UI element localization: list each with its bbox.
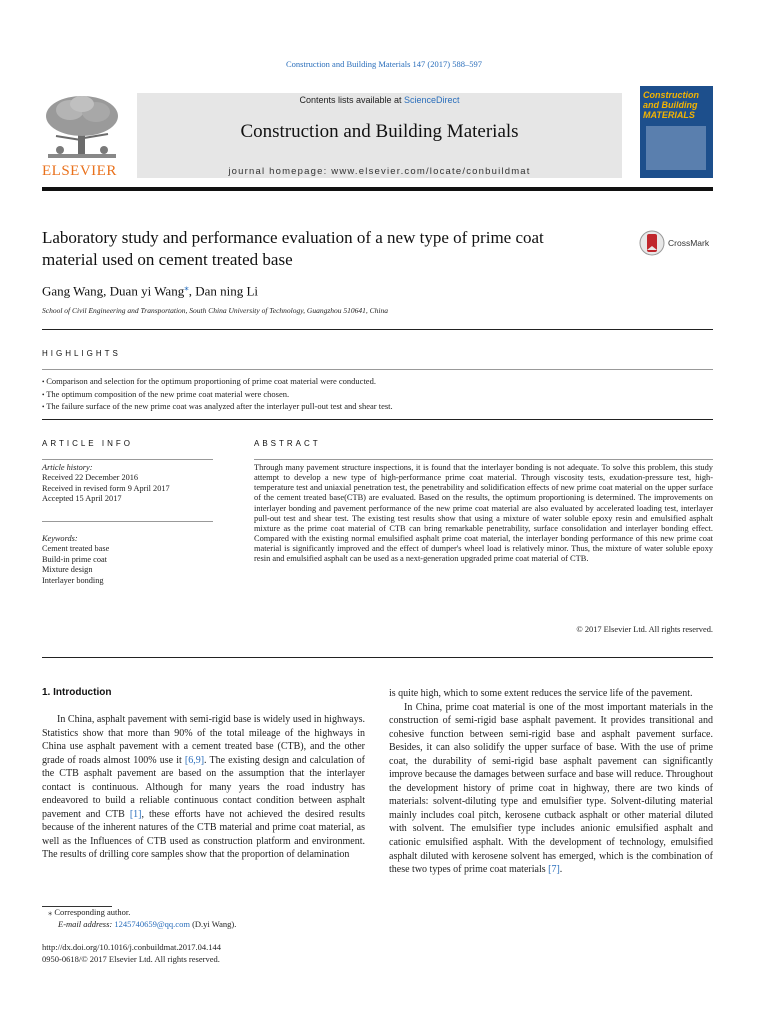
keyword-item: Mixture design [42,565,93,575]
email-label: E-mail address: [58,919,115,929]
email-suffix: (D.yi Wang). [189,919,237,929]
author-list [42,282,258,299]
citation-link[interactable]: [6,9] [184,754,205,766]
elsevier-wordmark: ELSEVIER [42,163,117,179]
paragraph-text: . [559,864,563,876]
email-link[interactable]: 1245740659@qq.com [114,919,190,929]
affiliation: School of Civil Engineering and Transportation, South China University of Technology, Guangzhou 510641, China [42,306,388,315]
crossmark-icon[interactable] [639,229,665,262]
contents-availability [137,95,622,105]
keyword-item: Cement treated base [42,544,110,554]
highlight-item: • The failure surface of the new prime coat was analyzed after the interlayer pull-out test and shear test. [42,401,393,411]
cover-strip [646,126,706,170]
abstract-copyright: © 2017 Elsevier Ltd. All rights reserved. [576,625,713,634]
citation-link[interactable]: [7] [548,864,560,876]
keywords-block [42,534,222,586]
article-info-rule [42,459,213,460]
revised-date: Received in revised form 9 April 2017 [42,483,170,493]
header-rule [42,187,713,191]
issn-line: 0950-0618/© 2017 Elsevier Ltd. All rights reserved. [42,954,220,964]
keyword-item: Interlayer bonding [42,575,104,585]
corresponding-author-mark[interactable]: ⁎ [184,282,189,292]
paragraph-text: In China, prime coat material is one of the most important materials in the construction of semi-rigid base asphalt pavement. It provides transitional and cohesive function between semi-rigid base and asphalt pavement surface. Besides, it can also solidify the upper surface of base. With the use of prime coat, the durability of semi-rigid base asphalt pavement can significantly improve because the damages between surface and base will reduce. Throughout the development history of prime coat in highway, there are two kinds of materials: solvent-diluting type and emulsifier type. Solvent-diluting material mainly includes coal pitch, kerosene cutback asphalt or other material diluted with solvent. The emulsifier type includes anionic emulsified asphalt and cationic emulsified asphalt. With the development of technology, emulsified asphalt diluted with kerosene solvent has emerged, which is the combination of these two types of prime coat materials [389,701,713,876]
divider-line [42,419,713,420]
journal-name: Construction and Building Materials [240,121,519,142]
cover-title: Construction and Building MATERIALS [643,90,699,120]
journal-cover-image [640,86,713,178]
keywords-label: Keywords: [42,534,78,543]
keywords-rule [42,521,213,522]
keyword-item: Build-in prime coat [42,554,107,564]
accepted-date: Accepted 15 April 2017 [42,494,122,504]
article-history [42,463,222,505]
abstract-text: Through many pavement structure inspections, it is found that the interlayer bonding is not adequate. To solve this problem, this study attempt to develop a new type of high-performance prime coat material. Through viscosity tests, exudation-pressure test, high-temperature test and uniaxial penetration test, the penetrability and solidification effects of new prime coat material on the upper surface of the cement treated base(CTB) are evaluated. Based on the results, the optimum proportioning is determined. The improvements on interlayer bonding and pavement performance of the new prime coat material are also evaluated by accelerated loading test, interlayer pull-out test and shear test. The existing test results show that using a mixture of water soluble epoxy resin and emulsified asphalt mixture as the prime coat material of CTB can bring remarkable penetrability, surface consolidation and interlayer bonding effect. Compared with the existing normal emulsified asphalt prime coat material, the interlayer bonding performance of this new prime coat material is significantly improved and the effect of dumper's wheel load is relatively minor. Thus, the mixture of water soluble epoxy resin and emulsified asphalt can be used as a next-generation upgraded prime coat material of CTB. [254,463,713,564]
authors-part2: , Dan ning Li [188,283,259,299]
article-info-heading: ARTICLE INFO [42,439,133,448]
body-left-column [42,713,365,862]
highlight-item: • Comparison and selection for the optimum proportioning of prime coat material were conducted. [42,376,376,386]
contents-prefix: Contents lists available at [299,95,405,105]
citation-link[interactable]: [1] [129,808,142,820]
divider-line [42,657,713,658]
received-date: Received 22 December 2016 [42,473,139,483]
crossmark-label[interactable]: CrossMark [668,238,710,248]
divider-line [42,329,713,330]
abstract-rule [254,459,713,460]
journal-homepage[interactable]: journal homepage: www.elsevier.com/locate/conbuildmat [228,166,531,177]
paragraph-text: In China, asphalt pavement with semi-rigid base is widely used in highways. Statistics show that more than 90% of the total mileage of the highways in China use asphalt pavement with a cement treated base (CTB), and the other grade of roads almost 100% use it [42,714,365,766]
continued-paragraph: is quite high, which to some extent reduces the service life of the pavement. [389,688,693,699]
email-footnote [58,919,236,929]
corresponding-author-note: ⁎ Corresponding author. [48,907,131,917]
journal-citation-link[interactable]: Construction and Building Materials 147 (2017) 588–597 [286,59,482,69]
authors-part1: Gang Wang, Duan yi Wang [42,283,185,299]
body-paragraph [389,701,713,877]
doi-link[interactable]: http://dx.doi.org/10.1016/j.conbuildmat.2017.04.144 [42,942,222,952]
section-heading-introduction: 1. Introduction [42,687,112,698]
highlights-heading: HIGHLIGHTS [42,349,121,358]
body-right-column [389,687,713,877]
highlights-rule [42,369,713,370]
abstract-heading: ABSTRACT [254,439,321,448]
paragraph-text: , these efforts have not achieved the desired results because of the inherent natures of the CTB material and prime coat material, as well as the Influences of CTB used as construction platform and environment. The results of drilling core samples show that the proportion of delamination [42,808,366,861]
article-title: Laboratory study and performance evaluation of a new type of prime coat material used on cement treated base [42,228,544,269]
sciencedirect-link[interactable]: ScienceDirect [404,95,460,105]
intro-paragraph [42,713,365,862]
history-label: Article history: [42,463,93,472]
highlight-item: • The optimum composition of the new prime coat material were chosen. [42,389,289,399]
paragraph-text: . The existing design and calculation of the CTB asphalt pavement are based on the assumption that the interlayer contact is continuous. Although for many years the road industry has endeavored to build a reliable continuous contact condition between asphalt pavement and CTB [42,754,365,820]
